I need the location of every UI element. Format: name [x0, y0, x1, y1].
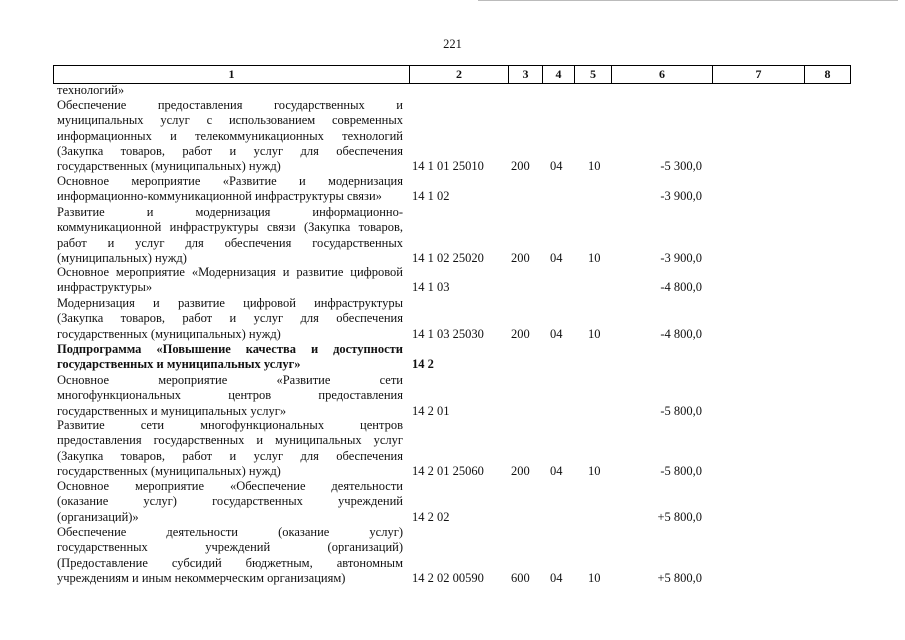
description-line: Развитие сети многофункциональных центров	[57, 418, 403, 432]
row-col-4: 04	[550, 250, 563, 265]
description-line: Модернизация и развитие цифровой инфраструктуры	[57, 296, 403, 310]
row-description	[57, 418, 403, 479]
row-col-4: 04	[550, 570, 563, 585]
description-line: государственных и муниципальных услуг»	[57, 357, 301, 372]
page-number: 221	[443, 37, 462, 51]
row-description	[57, 98, 403, 174]
description-line: технологий»	[57, 83, 125, 97]
description-line: государственных учреждений (организаций)	[57, 540, 403, 555]
row-col-6: -4 800,0	[660, 326, 702, 341]
description-line: работ и услуг для обеспечения государственных	[57, 235, 403, 250]
row-col-4: 04	[550, 463, 563, 478]
description-line: государственных (муниципальных) нужд)	[57, 463, 281, 478]
row-description	[57, 373, 403, 419]
description-line: инфраструктуры»	[57, 280, 153, 295]
header-col-6: 6	[611, 66, 712, 83]
row-col-6: +5 800,0	[657, 509, 702, 524]
description-line: информационных и телекоммуникационных технологий	[57, 128, 403, 143]
row-col-6: -5 300,0	[660, 159, 702, 174]
row-code: 14 1 02 25020	[412, 250, 484, 265]
description-line: Обеспечение деятельности (оказание услуг)	[57, 525, 403, 539]
header-col-2: 2	[409, 66, 508, 83]
row-code: 14 2 02	[412, 509, 450, 524]
description-line: государственных и муниципальных услуг»	[57, 403, 287, 418]
header-col-5: 5	[574, 66, 611, 83]
row-col-5: 10	[588, 159, 601, 174]
description-line: коммуникационной инфраструктуры связи (Закупка товаров,	[57, 220, 403, 235]
row-col-6: -3 900,0	[660, 189, 702, 204]
row-code: 14 2 01	[412, 403, 450, 418]
description-line: государственных (муниципальных) нужд)	[57, 159, 281, 174]
table-header	[53, 65, 851, 84]
row-code: 14 1 02	[412, 189, 450, 204]
row-col-4: 04	[550, 159, 563, 174]
description-line: (муниципальных) нужд)	[57, 250, 187, 265]
row-col-5: 10	[588, 326, 601, 341]
row-col-4: 04	[550, 326, 563, 341]
row-description	[57, 342, 403, 373]
row-col-3: 200	[511, 159, 530, 174]
description-line: (Предоставление субсидий бюджетным, автономным	[57, 555, 403, 570]
description-line: многофункциональных центров предоставления	[57, 388, 403, 403]
row-col-6: -5 800,0	[660, 463, 702, 478]
row-description	[57, 265, 403, 296]
header-col-7: 7	[712, 66, 804, 83]
description-line: предоставления государственных и муниципальных услуг	[57, 433, 403, 448]
description-line: Основное мероприятие «Модернизация и развитие цифровой	[57, 265, 403, 279]
row-col-5: 10	[588, 463, 601, 478]
row-col-6: -5 800,0	[660, 403, 702, 418]
row-code: 14 2 02 00590	[412, 570, 484, 585]
row-col-6: +5 800,0	[657, 570, 702, 585]
description-line: Основное мероприятие «Обеспечение деятельности	[57, 479, 403, 493]
description-line: (Закупка товаров, работ и услуг для обеспечения	[57, 143, 403, 158]
row-code: 14 1 03 25030	[412, 326, 484, 341]
row-description	[57, 525, 403, 586]
description-line: (организаций)»	[57, 509, 139, 524]
description-line: информационно-коммуникационной инфраструктуры связи»	[57, 189, 382, 204]
description-line: (Закупка товаров, работ и услуг для обеспечения	[57, 448, 403, 463]
description-line: Обеспечение предоставления государственных и	[57, 98, 403, 112]
header-col-4: 4	[542, 66, 574, 83]
row-description	[57, 83, 403, 98]
row-col-3: 200	[511, 250, 530, 265]
row-code: 14 1 03	[412, 280, 450, 295]
row-col-5: 10	[588, 250, 601, 265]
row-code: 14 2	[412, 357, 434, 372]
row-col-6: -4 800,0	[660, 280, 702, 295]
row-col-3: 200	[511, 463, 530, 478]
row-code: 14 1 01 25010	[412, 159, 484, 174]
description-line: (Закупка товаров, работ и услуг для обеспечения	[57, 311, 403, 326]
description-line: учреждениям и иным некоммерческим организациям)	[57, 570, 346, 585]
row-description	[57, 296, 403, 342]
description-line: Развитие и модернизация информационно-	[57, 205, 403, 219]
row-col-6: -3 900,0	[660, 250, 702, 265]
row-col-3: 600	[511, 570, 530, 585]
description-line: (оказание услуг) государственных учреждений	[57, 494, 403, 509]
description-line: Основное мероприятие «Развитие и модернизация	[57, 174, 403, 188]
header-col-8: 8	[804, 66, 850, 83]
row-description	[57, 205, 403, 266]
description-line: Подпрограмма «Повышение качества и доступности	[57, 342, 403, 356]
top-rule	[478, 0, 898, 1]
description-line: Основное мероприятие «Развитие сети	[57, 373, 403, 387]
header-col-1: 1	[228, 67, 235, 81]
row-code: 14 2 01 25060	[412, 463, 484, 478]
description-line: государственных (муниципальных) нужд)	[57, 326, 281, 341]
header-col-3: 3	[508, 66, 542, 83]
row-col-5: 10	[588, 570, 601, 585]
row-description	[57, 479, 403, 525]
description-line: муниципальных услуг с использованием современных	[57, 113, 403, 128]
row-description	[57, 174, 403, 205]
row-col-3: 200	[511, 326, 530, 341]
